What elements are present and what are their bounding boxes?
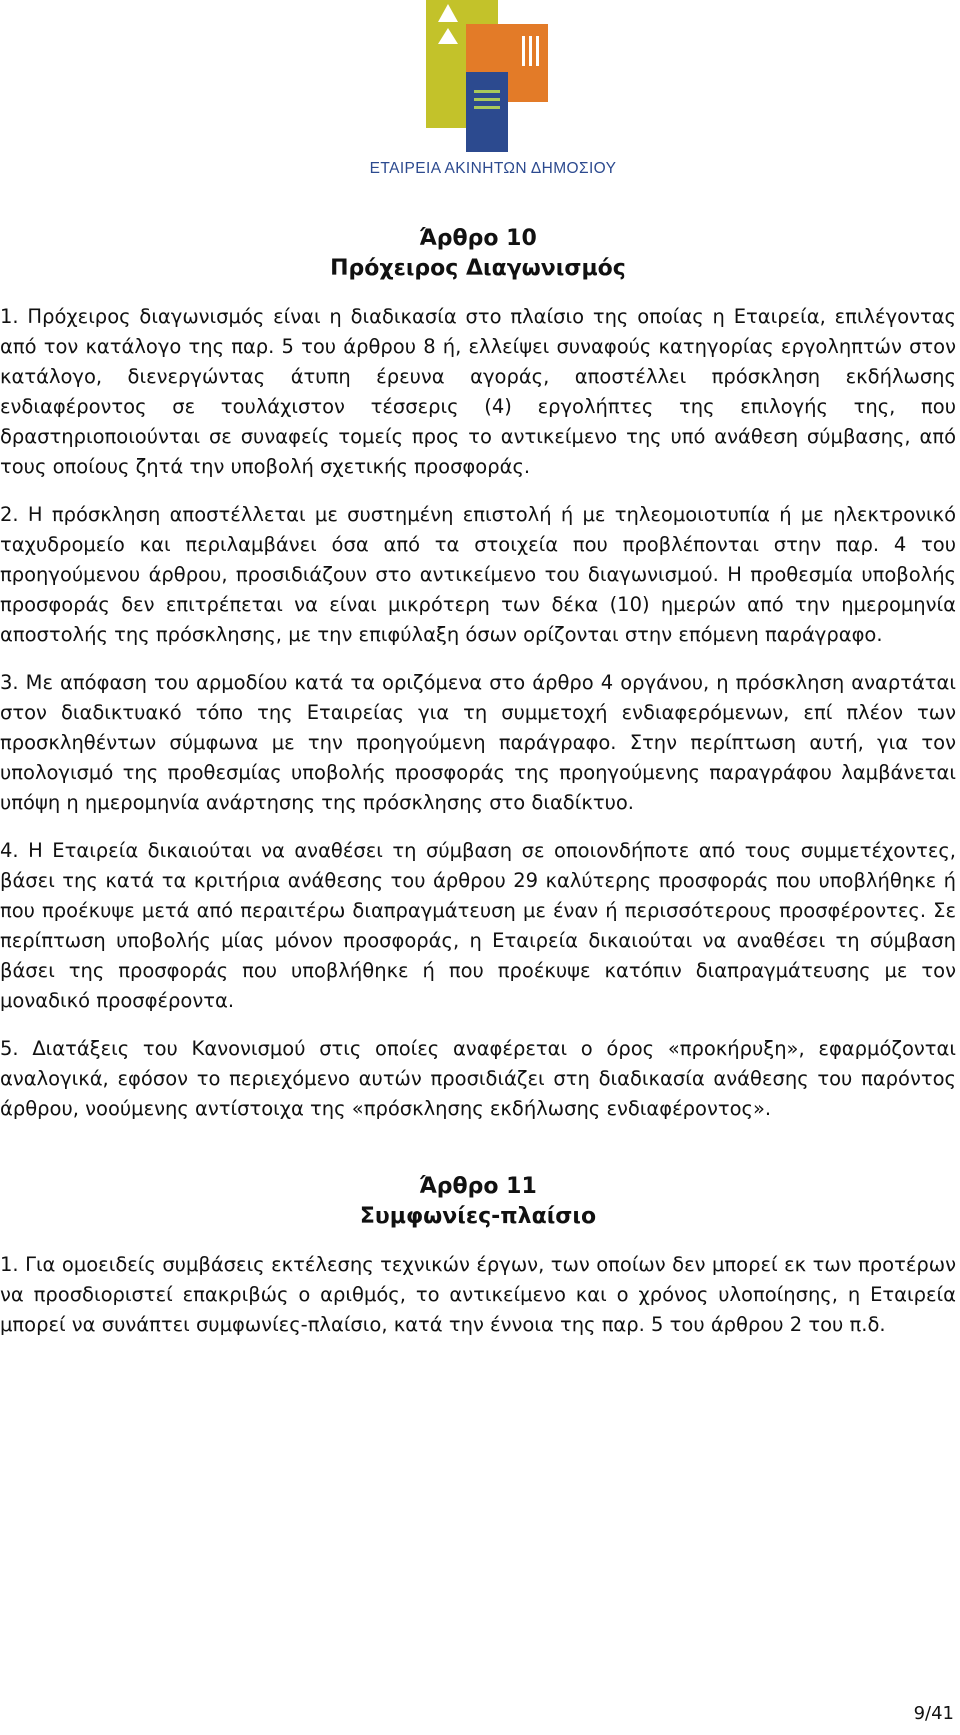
logo-text: ΕΤΑΙΡΕΙΑ ΑΚΙΝΗΤΩΝ ΔΗΜΟΣΙΟΥ xyxy=(369,160,617,177)
document-body xyxy=(0,224,956,1358)
page-number: 9/41 xyxy=(913,1703,954,1724)
article-10-number: Άρθρο 10 xyxy=(419,226,537,251)
article-11-paragraph-1: 1. Για ομοειδείς συμβάσεις εκτέλεσης τεχνικών έργων, των οποίων δεν μπορεί εκ των προτέρων να προσδιοριστεί επακριβώς ο αριθμός, το αντικείμενο και ο χρόνος υλοποίησης, η Εταιρεία μπορεί να συνάπτει συμφωνίες-πλαίσιο, κατά την έννοια της παρ. 5 του άρθρου 2 του π.δ. xyxy=(0,1253,956,1336)
article-10-paragraph-2: 2. Η πρόσκληση αποστέλλεται με συστημένη επιστολή ή με τηλεομοιοτυπία ή με ηλεκτρονικό ταχυδρομείο και περιλαμβάνει όσα από τα στοιχεία που προβλέπονται στην παρ. 4 του προηγούμενου άρθρου, προσιδιάζουν στο αντικείμενο του διαγωνισμού. Η προθεσμία υποβολής προσφοράς δεν επιτρέπεται να είναι μικρότερη των δέκα (10) ημερών από την ημερομηνία αποστολής της πρόσκλησης, με την επιφύλαξη όσων ορίζονται στην επόμενη παράγραφο. xyxy=(0,503,956,646)
article-10-paragraph-3: 3. Με απόφαση του αρμοδίου κατά τα οριζόμενα στο άρθρο 4 οργάνου, η πρόσκληση αναρτάται στον διαδικτυακό τόπο της Εταιρείας για τη συμμετοχή ενδιαφερόμενων, επί πλέον των προσκληθέντων σύμφωνα με την προηγούμενη παράγραφο. Στην περίπτωση αυτή, για τον υπολογισμό της προθεσμίας υποβολής προσφοράς της προηγούμενης παραγράφου λαμβάνεται υπόψη η ημερομηνία ανάρτησης της πρόσκλησης στο διαδίκτυο. xyxy=(0,671,956,814)
article-10-paragraph-5: 5. Διατάξεις του Κανονισμού στις οποίες αναφέρεται ο όρος «προκήρυξη», εφαρμόζονται αναλογικά, εφόσον το περιεχόμενο αυτών προσιδιάζει στη διαδικασία ανάθεσης του παρόντος άρθρου, νοούμενης αντίστοιχα της «πρόσκλησης εκδήλωσης ενδιαφέροντος». xyxy=(0,1037,956,1120)
logo-emblem-icon xyxy=(426,0,566,152)
company-logo xyxy=(356,0,630,182)
article-11-title: Συμφωνίες-πλαίσιο xyxy=(359,1204,597,1229)
article-10-title: Πρόχειρος Διαγωνισμός xyxy=(330,256,626,281)
article-11-number: Άρθρο 11 xyxy=(419,1174,537,1199)
article-10-paragraph-4: 4. Η Εταιρεία δικαιούται να αναθέσει τη σύμβαση σε οποιονδήποτε από τους συμμετέχοντες, βάσει της κατά τα κριτήρια ανάθεσης του άρθρου 29 καλύτερης προσφοράς που υποβλήθηκε ή που προέκυψε μετά από περαιτέρω διαπραγμάτευση με έναν ή περισσότερους προσφέροντες. Σε περίπτωση υποβολής μίας μόνον προσφοράς, η Εταιρεία δικαιούται να αναθέσει τη σύμβαση βάσει της προσφοράς που υποβλήθηκε ή που προέκυψε κατόπιν διαπραγμάτευσης με τον μοναδικό προσφέροντα. xyxy=(0,839,956,1012)
article-10-paragraph-1: 1. Πρόχειρος διαγωνισμός είναι η διαδικασία στο πλαίσιο της οποίας η Εταιρεία, επιλέγοντας από τον κατάλογο της παρ. 5 του άρθρου 8 ή, ελλείψει συναφούς κατηγορίας εργοληπτών στον κατάλογο, διενεργώντας άτυπη έρευνα αγοράς, αποστέλλει πρόσκληση εκδήλωσης ενδιαφέροντος σε τουλάχιστον τέσσερις (4) εργολήπτες της επιλογής της, που δραστηριοποιούνται σε συναφείς τομείς προς το αντικείμενο της υπό ανάθεση σύμβασης, από τους οποίους ζητά την υποβολή σχετικής προσφοράς. xyxy=(0,305,956,478)
